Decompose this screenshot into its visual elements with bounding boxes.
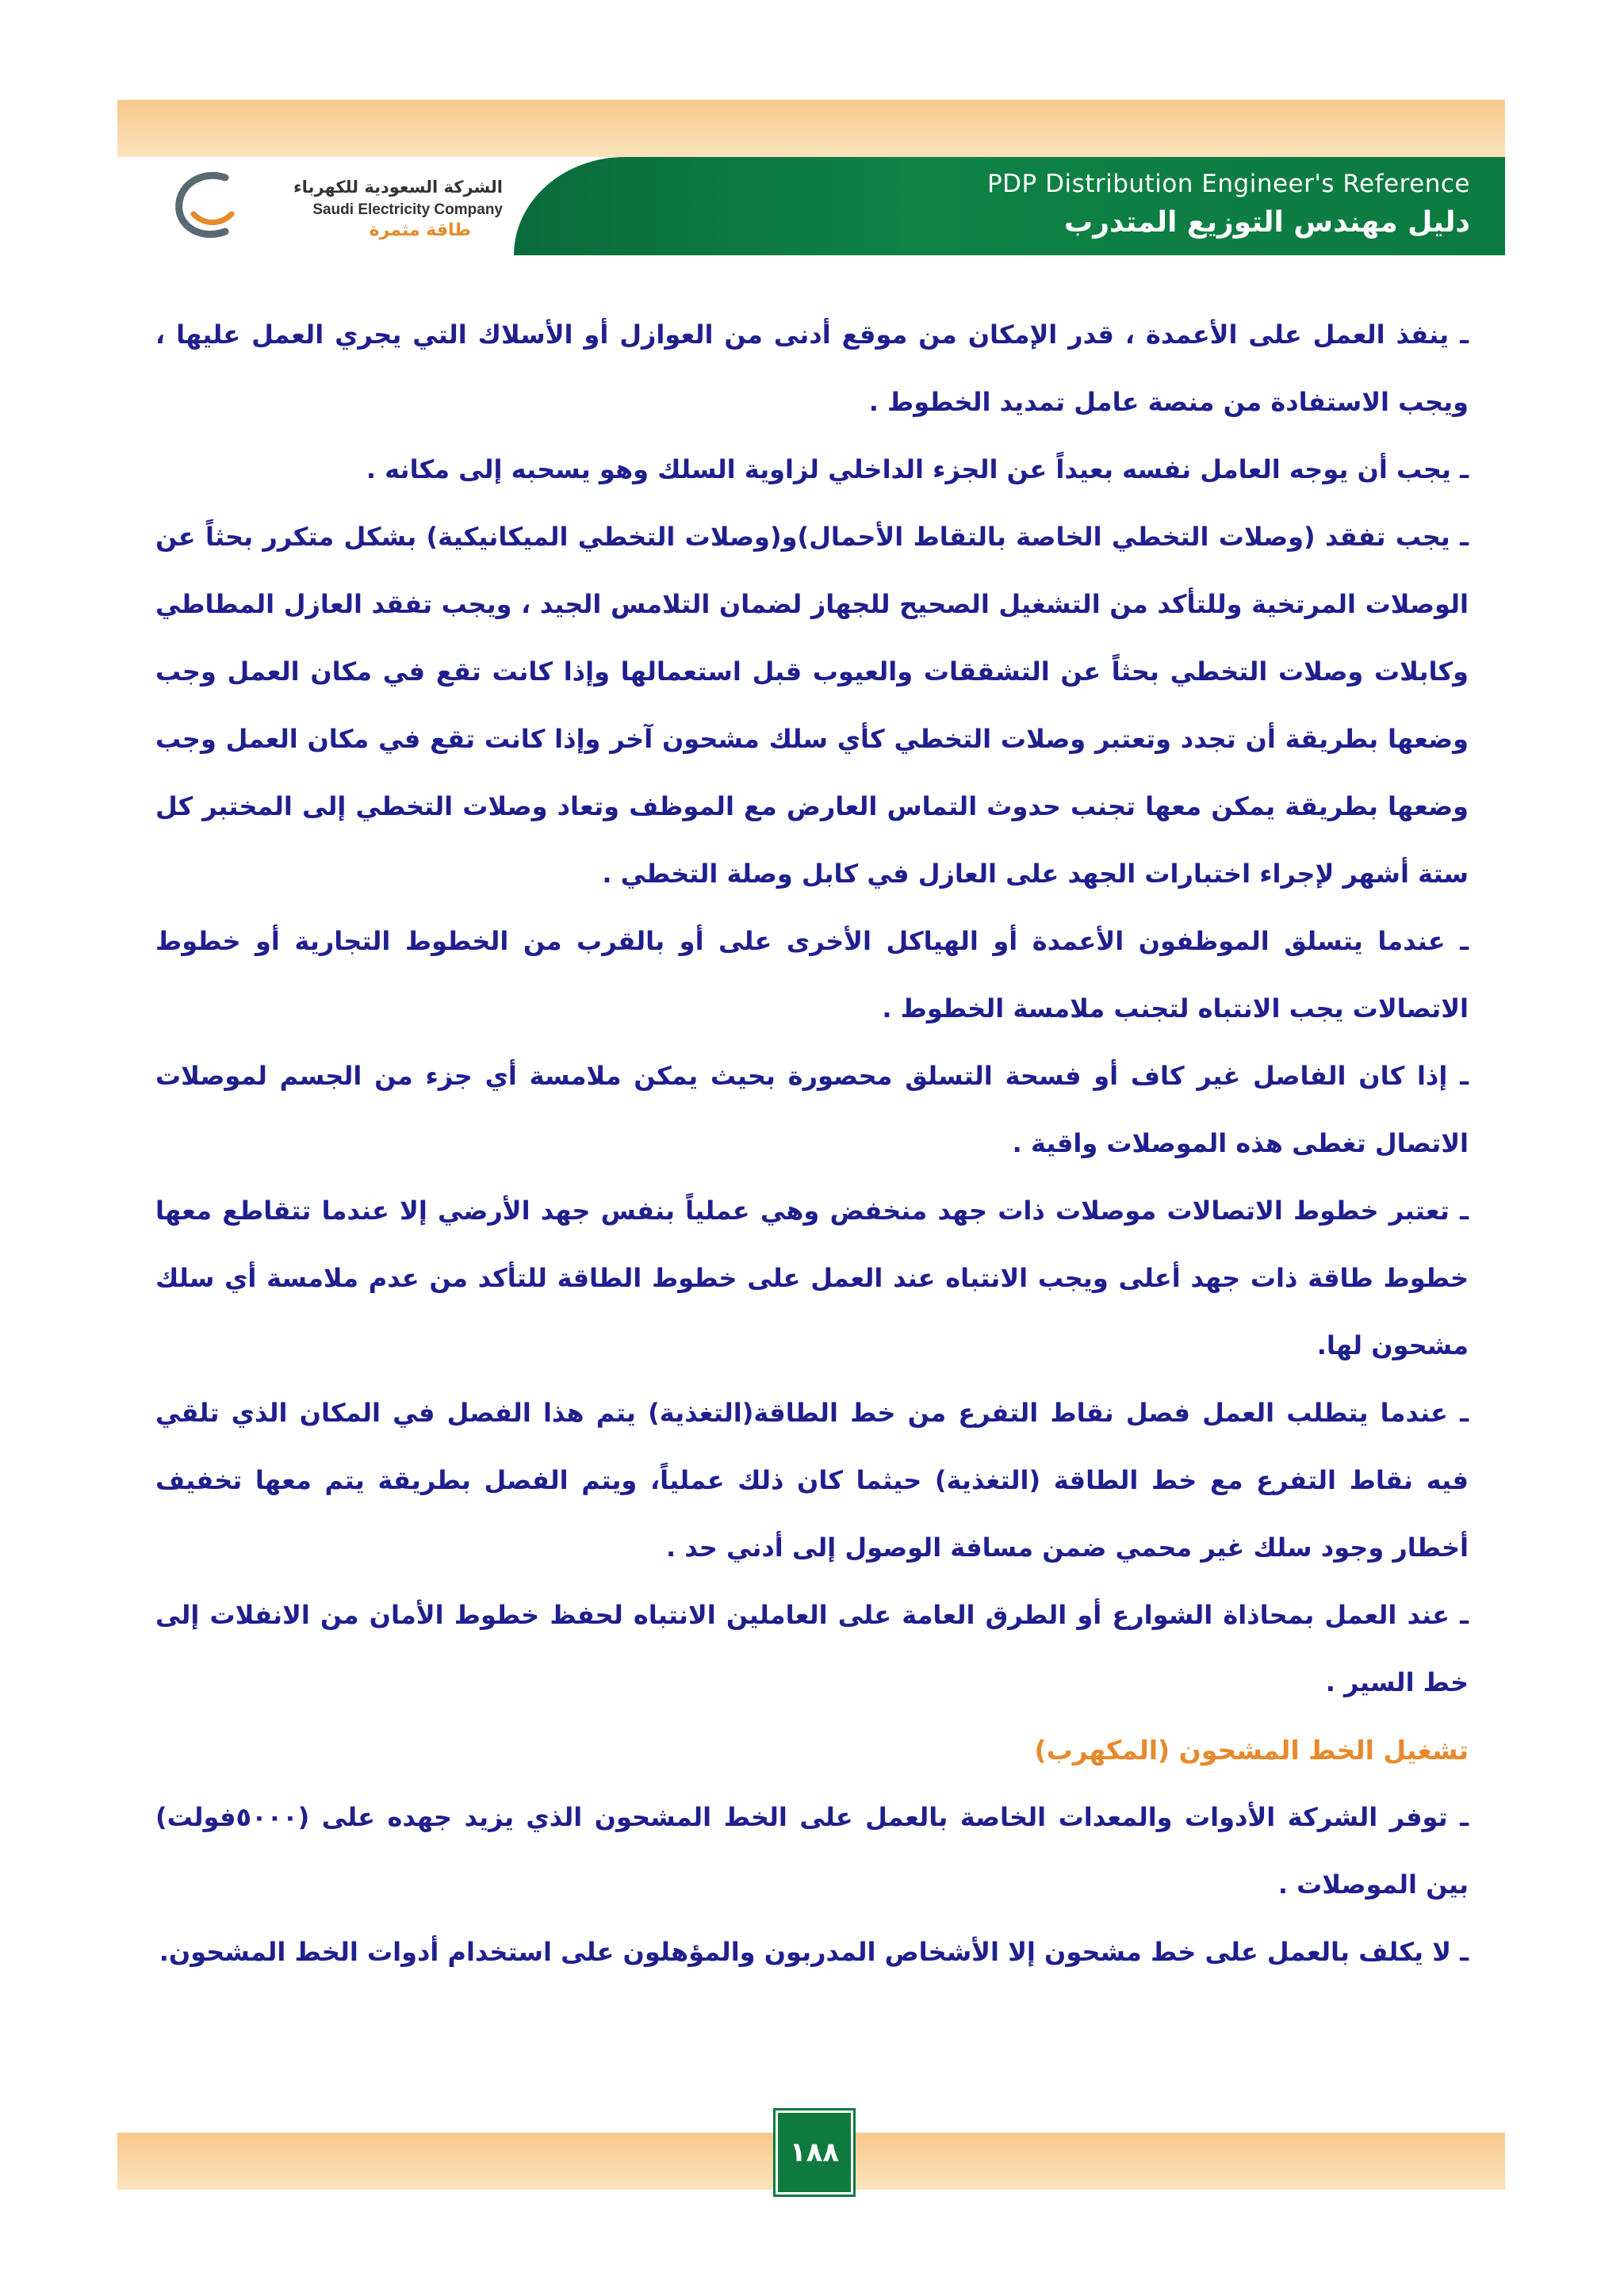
paragraph: ـ عندما يتسلق الموظفون الأعمدة أو الهياكل الأخرى على أو بالقرب من الخطوط التجارية أو خطوط الاتصالات يجب الانتباه لتجنب ملامسة الخطوط . [155, 926, 1469, 1024]
section-heading: تشغيل الخط المشحون (المكهرب) [1034, 1735, 1469, 1766]
paragraph: ـ لا يكلف بالعمل على خط مشحون إلا الأشخاص المدربون والمؤهلون على استخدام أدوات الخط المشحون. [159, 1937, 1469, 1967]
paragraph: ـ يجب أن يوجه العامل نفسه بعيداً عن الجزء الداخلي لزاوية السلك وهو يسحبه إلى مكانه . [366, 454, 1469, 484]
top-decorative-band [117, 100, 1505, 157]
sec-logo-swoosh-icon [170, 166, 241, 243]
page-header [117, 157, 1505, 255]
paragraph: ـ إذا كان الفاصل غير كاف أو فسحة التسلق محصورة بحيث يمكن ملامسة أي جزء من الجسم لموصلات الاتصال تغطى هذه الموصلات واقية . [155, 1061, 1469, 1158]
document-title-ar: دليل مهندس التوزيع المتدرب [1064, 206, 1470, 239]
paragraph: ـ تعتبر خطوط الاتصالات موصلات ذات جهد منخفض وهي عملياً بنفس جهد الأرضي إلا عندما تتقاطع معها خطوط طاقة ذات جهد أعلى ويجب الانتباه عند العمل على خطوط الطاقة للتأكد من عدم ملامسة أي سلك مشحون لها. [155, 1196, 1469, 1360]
paragraph: ـ ينفذ العمل على الأعمدة ، قدر الإمكان من موقع أدنى من العوازل أو الأسلاك التي يجري العمل عليها ، ويجب الاستفادة من منصة عامل تمديد الخطوط . [155, 320, 1469, 417]
paragraph: ـ توفر الشركة الأدوات والمعدات الخاصة بالعمل على الخط المشحون الذي يزيد جهده على (٥٠٠٠فولت) بين الموصلات . [155, 1802, 1469, 1900]
company-name-ar: الشركة السعودية للكهرباء [293, 178, 503, 197]
paragraph: ـ عند العمل بمحاذاة الشوارع أو الطرق العامة على العاملين الانتباه لحفظ خطوط الأمان من الانفلات إلى خط السير . [155, 1600, 1469, 1697]
paragraph: ـ عندما يتطلب العمل فصل نقاط التفرع من خط الطاقة(التغذية) يتم هذا الفصل في المكان الذي تلقي فيه نقاط التفرع مع خط الطاقة (التغذية) حيثما كان ذلك عملياً، ويتم الفصل بطريقة يتم معها تخفيف أخطار وجود سلك غير محمي ضمن مسافة الوصول إلى أدني حد . [155, 1398, 1469, 1563]
company-tagline: طاقة مثمرة [369, 220, 471, 240]
company-name-en: Saudi Electricity Company [312, 201, 503, 218]
page-body [155, 301, 1469, 1986]
paragraph: ـ يجب تفقد (وصلات التخطي الخاصة بالتقاط الأحمال)و(وصلات التخطي الميكانيكية) بشكل متكرر بحثاً عن الوصلات المرتخية وللتأكد من التشغيل الصحيح للجهاز لضمان التلامس الجيد ، ويجب تفقد العازل المطاطي وكابلات وصلات التخطي بحثاً عن التشققات والعيوب قبل استعمالها وإذا كانت تقع في مكان العمل وجب وضعها بطريقة أن تجدد وتعتبر وصلات التخطي كأي سلك مشحون آخر وإذا كانت تقع في مكان العمل وجب وضعها بطريقة يمكن معها تجنب حدوث التماس العارض مع الموظف وتعاد وصلات التخطي إلى المختبر كل ستة أشهر لإجراء اختبارات الجهد على العازل في كابل وصلة التخطي . [155, 522, 1469, 889]
page-number: ١٨٨ [789, 2137, 840, 2168]
page-number-box [776, 2110, 853, 2195]
document-title-en: PDP Distribution Engineer's Reference [986, 170, 1470, 198]
company-logo [170, 166, 503, 246]
header-green-banner [514, 157, 1505, 255]
